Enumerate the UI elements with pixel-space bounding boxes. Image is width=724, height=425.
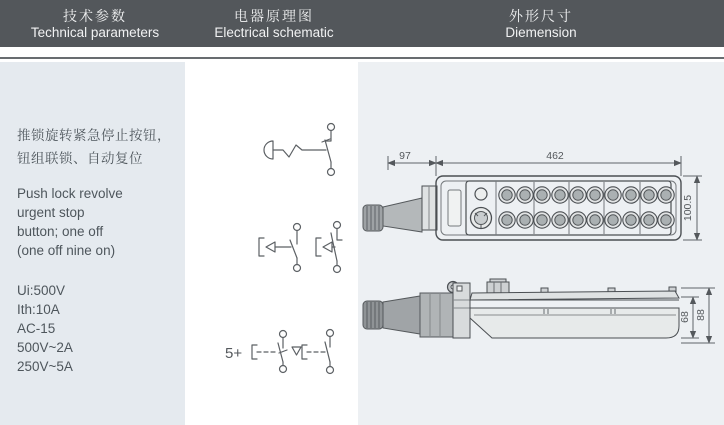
- dim-overall-height: 88: [695, 309, 707, 321]
- rating-line: 500V~2A: [17, 340, 73, 355]
- header-divider: [0, 57, 724, 59]
- pushbutton-no-symbol-icon: [259, 224, 301, 272]
- dim-body-width: 100.5: [682, 194, 694, 222]
- rating-line: 250V~5A: [17, 359, 73, 374]
- rating-line: AC-15: [17, 321, 56, 336]
- desc-zh-line: 推锁旋转紧急停止按钮，: [17, 128, 171, 143]
- lower-hull: [470, 308, 679, 338]
- electrical-schematic-panel: [185, 62, 358, 425]
- header-technical-parameters-zh: 技术参数: [63, 8, 127, 24]
- spacer: [17, 260, 177, 281]
- dimension-drawing: [358, 62, 724, 425]
- top-connector-box: [487, 282, 509, 293]
- two-step-pushbutton-symbol: [225, 330, 334, 374]
- rating-line: Ith:10A: [17, 302, 60, 317]
- side-view-cable-gland: [363, 293, 453, 337]
- desc-en-line: button; one off: [17, 224, 104, 239]
- emergency-stop-symbol-icon: [264, 124, 335, 176]
- header-electrical-schematic-en: Electrical schematic: [214, 25, 334, 40]
- dim-inner-height: 68: [679, 311, 691, 323]
- pushbutton-nc-symbol-icon: [316, 222, 342, 273]
- header-technical-parameters-en: Technical parameters: [30, 25, 160, 40]
- header-dimension-zh: 外形尺寸: [509, 8, 573, 24]
- indicator-lamp-icon: [475, 188, 487, 200]
- desc-en-line: urgent stop: [17, 205, 85, 220]
- dimension-panel: [358, 62, 724, 425]
- dim-cable-gland-length: 97: [399, 150, 411, 162]
- desc-en-line: Push lock revolve: [17, 186, 123, 201]
- top-view-drawing: [363, 150, 702, 240]
- dim-body-length: 462: [546, 150, 564, 162]
- header-dimension: [358, 0, 724, 47]
- header-dimension-en: Diemension: [505, 25, 577, 40]
- page-header: [0, 0, 724, 47]
- multiplier-label: 5+: [225, 345, 243, 362]
- header-electrical-schematic: [190, 0, 358, 47]
- desc-en-line: (one off nine on): [17, 243, 116, 258]
- side-view-dimensions: [679, 288, 715, 343]
- technical-parameters-panel: [0, 62, 185, 425]
- spacer: [17, 170, 177, 184]
- rating-line: Ui:500V: [17, 283, 66, 298]
- pushbutton-grid: [499, 187, 674, 228]
- top-view-body: [436, 176, 681, 240]
- schematic-drawing: [185, 62, 358, 425]
- side-view-drawing: [363, 279, 715, 343]
- header-electrical-schematic-zh: 电器原理图: [234, 8, 314, 24]
- lid: [470, 291, 679, 300]
- side-view-body: [470, 279, 679, 338]
- top-view-cable-gland: [363, 186, 437, 232]
- emergency-stop-button-icon: [471, 208, 492, 229]
- two-step-pushbutton-symbol-icon: [252, 330, 334, 374]
- header-technical-parameters: [0, 0, 190, 47]
- desc-zh-line: 钮组联锁、自动复位: [17, 151, 143, 166]
